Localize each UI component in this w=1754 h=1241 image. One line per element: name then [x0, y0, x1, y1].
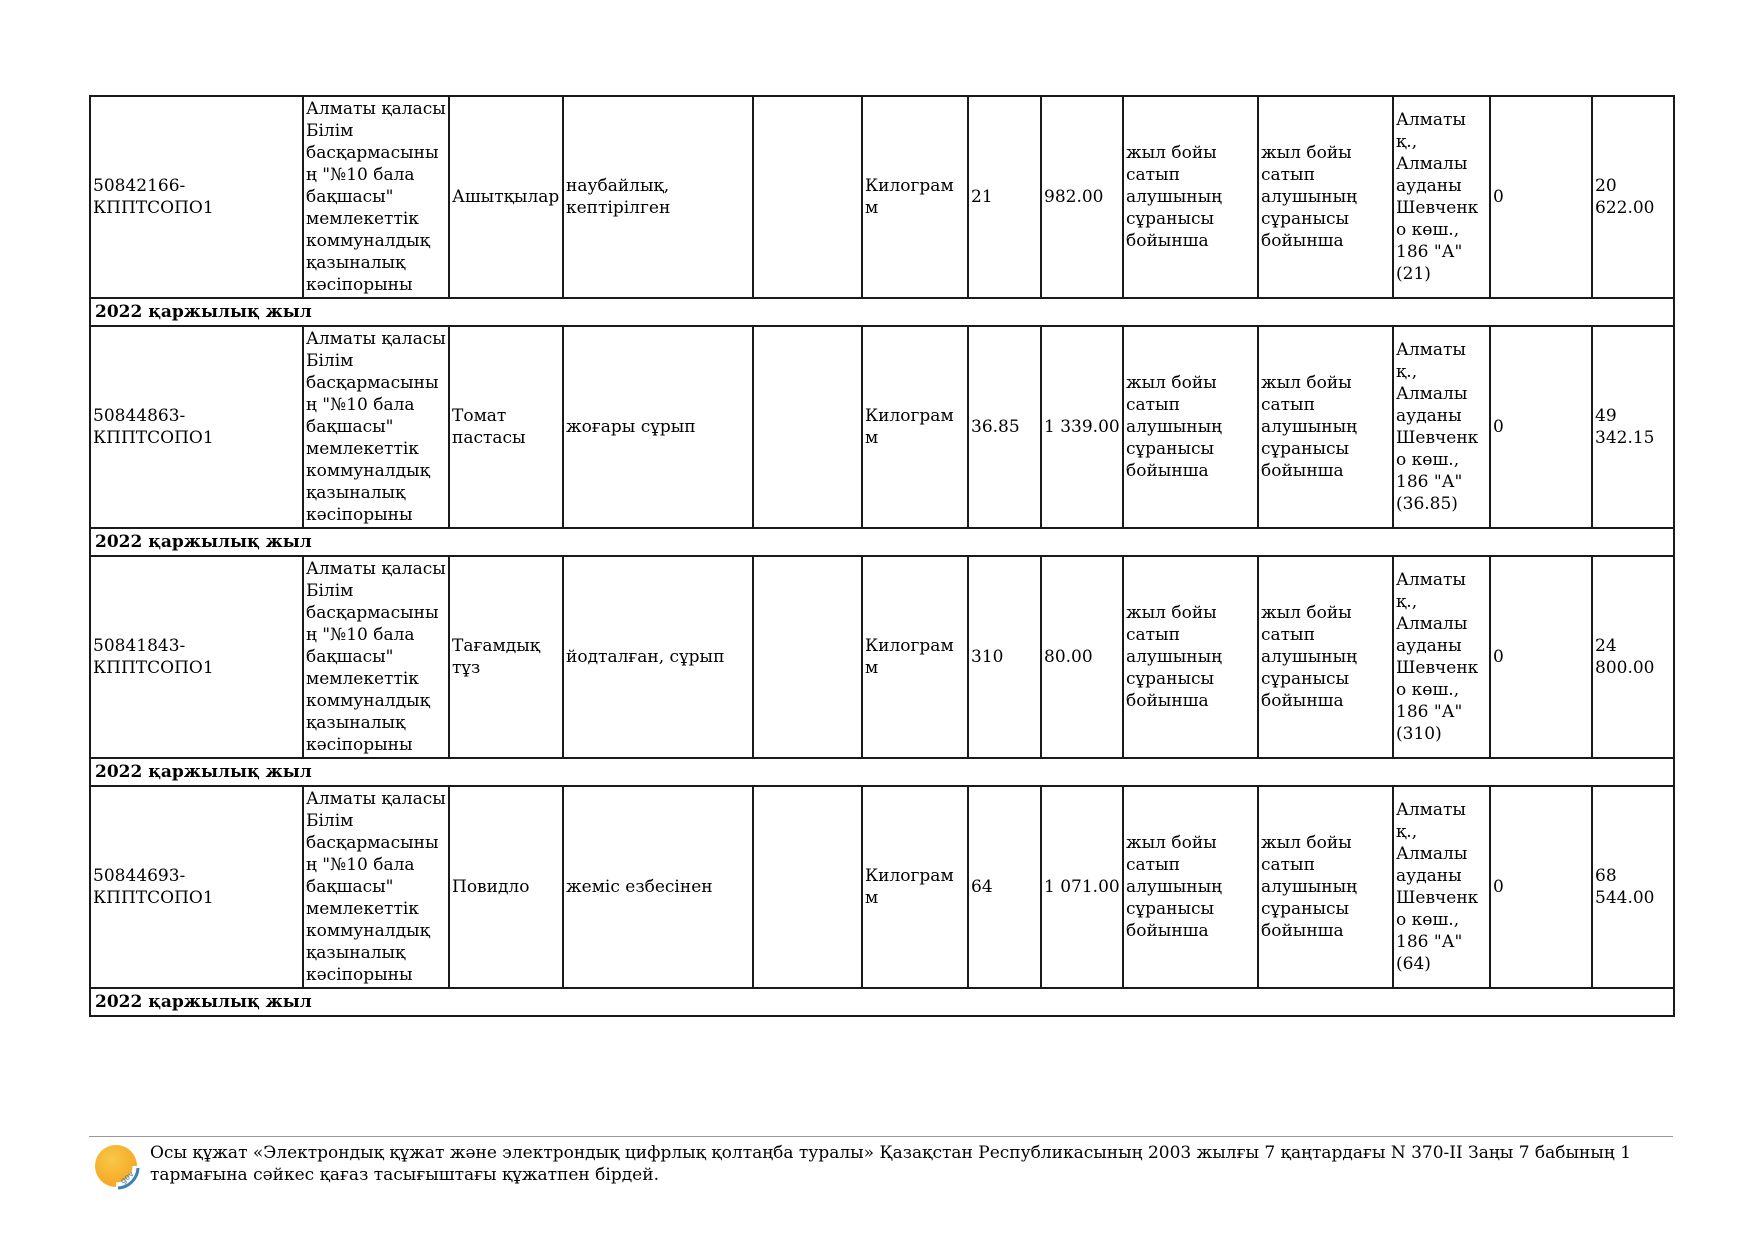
- characteristic-cell: жеміс езбесінен: [563, 786, 753, 988]
- delivery-term-cell: жыл бойы сатып алушының сұранысы бойынша: [1123, 786, 1258, 988]
- fiscal-year-row: [90, 528, 1674, 556]
- fiscal-year-label: 2022 қаржылық жыл: [90, 298, 1674, 326]
- fiscal-year-label: 2022 қаржылық жыл: [90, 988, 1674, 1016]
- table-row: [90, 326, 1674, 528]
- item-name-cell: Томат пастасы: [449, 326, 563, 528]
- svg-text:gov: gov: [118, 1169, 136, 1186]
- fiscal-year-row: [90, 298, 1674, 326]
- customer-cell: Алматы қаласы Білім басқармасының "№10 бала бақшасы" мемлекеттік коммуналдық қазыналық кәсіпорыны: [303, 326, 449, 528]
- extra-cell: [753, 96, 862, 298]
- delivery-term-2-cell: жыл бойы сатып алушының сұранысы бойынша: [1258, 326, 1393, 528]
- table-body: [90, 96, 1674, 1016]
- quantity-cell: 310: [968, 556, 1041, 758]
- lot-code-cell: 50841843-КППТСОПО1: [90, 556, 303, 758]
- characteristic-cell: жоғары сұрып: [563, 326, 753, 528]
- sum-cell: 20 622.00: [1592, 96, 1674, 298]
- legal-notice: Осы құжат «Электрондық құжат және электрондық цифрлық қолтаңба туралы» Қазақстан Республикасының 2003 жылғы 7 қаңтардағы N 370-II Заңы 7 бабының 1 тармағына сәйкес қағаз тасығыштағы құжатпен бірдей.: [150, 1143, 1632, 1185]
- unit-cell: Килограмм: [862, 326, 968, 528]
- delivery-term-cell: жыл бойы сатып алушының сұранысы бойынша: [1123, 556, 1258, 758]
- delivery-term-2-cell: жыл бойы сатып алушының сұранысы бойынша: [1258, 96, 1393, 298]
- extra-cell: [753, 326, 862, 528]
- delivery-place-cell: Алматы қ., Алмалы ауданы Шевченко көш., 186 "А" (36.85): [1393, 326, 1490, 528]
- delivery-term-2-cell: жыл бойы сатып алушының сұранысы бойынша: [1258, 556, 1393, 758]
- fiscal-year-row: [90, 758, 1674, 786]
- sum-cell: 24 800.00: [1592, 556, 1674, 758]
- egov-logo-icon: [94, 1144, 140, 1190]
- egov-logo-svg: [94, 1144, 140, 1190]
- prepayment-cell: 0: [1490, 326, 1592, 528]
- characteristic-cell: наубайлық, кептірілген: [563, 96, 753, 298]
- delivery-term-cell: жыл бойы сатып алушының сұранысы бойынша: [1123, 96, 1258, 298]
- lot-code-cell: 50844863-КППТСОПО1: [90, 326, 303, 528]
- table-row: [90, 786, 1674, 988]
- price-cell: 982.00: [1041, 96, 1123, 298]
- fiscal-year-row: [90, 988, 1674, 1016]
- characteristic-cell: йодталған, сұрып: [563, 556, 753, 758]
- delivery-place-cell: Алматы қ., Алмалы ауданы Шевченко көш., 186 "А" (21): [1393, 96, 1490, 298]
- quantity-cell: 36.85: [968, 326, 1041, 528]
- quantity-cell: 64: [968, 786, 1041, 988]
- prepayment-cell: 0: [1490, 96, 1592, 298]
- extra-cell: [753, 556, 862, 758]
- footer-divider: [89, 1136, 1673, 1137]
- delivery-place-cell: Алматы қ., Алмалы ауданы Шевченко көш., 186 "А" (310): [1393, 556, 1490, 758]
- sum-cell: 49 342.15: [1592, 326, 1674, 528]
- table-row: [90, 96, 1674, 298]
- fiscal-year-label: 2022 қаржылық жыл: [90, 528, 1674, 556]
- procurement-table: [89, 95, 1675, 1017]
- delivery-place-cell: Алматы қ., Алмалы ауданы Шевченко көш., 186 "А" (64): [1393, 786, 1490, 988]
- unit-cell: Килограмм: [862, 786, 968, 988]
- price-cell: 80.00: [1041, 556, 1123, 758]
- fiscal-year-label: 2022 қаржылық жыл: [90, 758, 1674, 786]
- delivery-term-cell: жыл бойы сатып алушының сұранысы бойынша: [1123, 326, 1258, 528]
- table-row: [90, 556, 1674, 758]
- prepayment-cell: 0: [1490, 786, 1592, 988]
- delivery-term-2-cell: жыл бойы сатып алушының сұранысы бойынша: [1258, 786, 1393, 988]
- lot-code-cell: 50844693-КППТСОПО1: [90, 786, 303, 988]
- prepayment-cell: 0: [1490, 556, 1592, 758]
- unit-cell: Килограмм: [862, 556, 968, 758]
- item-name-cell: Тағамдық тұз: [449, 556, 563, 758]
- customer-cell: Алматы қаласы Білім басқармасының "№10 бала бақшасы" мемлекеттік коммуналдық қазыналық кәсіпорыны: [303, 786, 449, 988]
- item-name-cell: Ашытқылар: [449, 96, 563, 298]
- price-cell: 1 339.00: [1041, 326, 1123, 528]
- lot-code-cell: 50842166-КППТСОПО1: [90, 96, 303, 298]
- item-name-cell: Повидло: [449, 786, 563, 988]
- quantity-cell: 21: [968, 96, 1041, 298]
- sum-cell: 68 544.00: [1592, 786, 1674, 988]
- price-cell: 1 071.00: [1041, 786, 1123, 988]
- unit-cell: Килограмм: [862, 96, 968, 298]
- customer-cell: Алматы қаласы Білім басқармасының "№10 бала бақшасы" мемлекеттік коммуналдық қазыналық кәсіпорыны: [303, 556, 449, 758]
- customer-cell: Алматы қаласы Білім басқармасының "№10 бала бақшасы" мемлекеттік коммуналдық қазыналық кәсіпорыны: [303, 96, 449, 298]
- extra-cell: [753, 786, 862, 988]
